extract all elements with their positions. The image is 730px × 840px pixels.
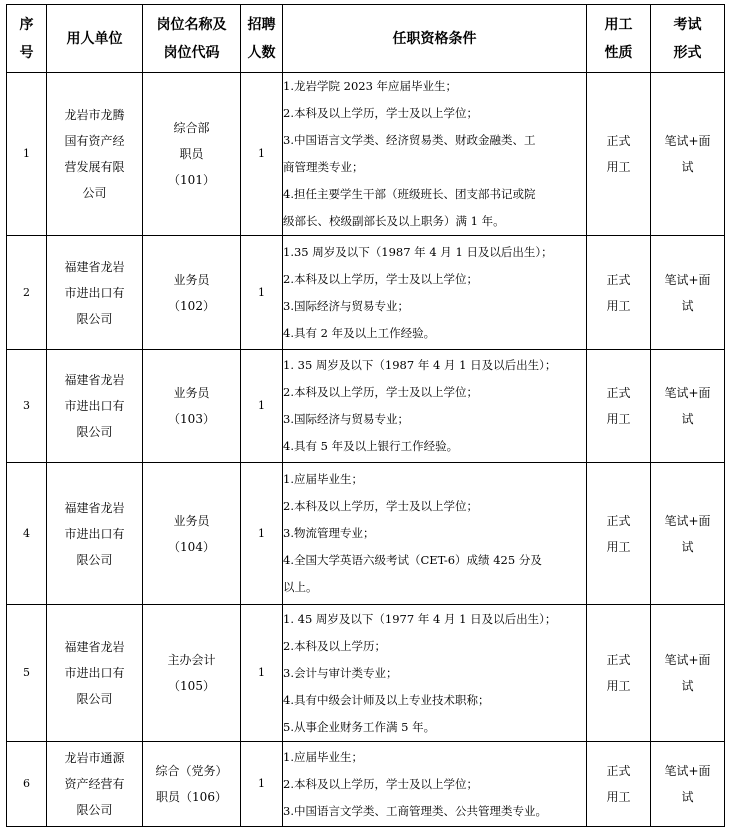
unit-cell (47, 236, 143, 350)
position-cell (143, 73, 241, 236)
unit-line: 市进出口有 (64, 399, 125, 413)
requirements-line: 级部长、校级副部长及以上职务）满 1 年。 (283, 214, 505, 228)
unit-cell (47, 605, 143, 742)
exam-line: 笔试+面 (664, 272, 711, 287)
unit-line: 市进出口有 (64, 526, 125, 541)
table-row (7, 605, 725, 742)
count-cell: 1 (241, 350, 283, 463)
seq-cell: 4 (7, 463, 47, 605)
requirements-line: 2.本科及以上学历，学士及以上学位； (283, 385, 478, 399)
requirements-cell (283, 742, 587, 827)
exam-line: 笔试+面 (664, 764, 711, 778)
requirements-line: 4.具有 2 年及以上工作经验。 (283, 325, 436, 340)
position-cell (143, 350, 241, 463)
requirements-line: 1.应届毕业生； (283, 472, 363, 486)
position-line: 业务员 (173, 386, 210, 400)
unit-line: 福建省龙岩 (64, 259, 125, 274)
header-position: 岗位名称及 岗位代码 (143, 5, 241, 73)
count-cell: 1 (241, 73, 283, 236)
requirements-line: 3.国际经济与贸易专业； (283, 412, 409, 426)
exam-line: 试 (681, 679, 694, 693)
unit-line: 福建省龙岩 (64, 640, 125, 654)
requirements-line: 3.中国语言文学类、经济贸易类、财政金融类、工 (283, 133, 536, 147)
nature-cell (587, 742, 651, 827)
seq-cell: 2 (7, 236, 47, 350)
exam-cell (651, 350, 725, 463)
unit-line: 福建省龙岩 (64, 373, 125, 387)
nature-cell (587, 73, 651, 236)
exam-cell (651, 605, 725, 742)
unit-cell (47, 73, 143, 236)
table-row (7, 463, 725, 605)
exam-line: 试 (681, 539, 694, 554)
nature-line: 正式 (606, 134, 631, 148)
unit-line: 限公司 (76, 311, 113, 326)
requirements-cell (283, 463, 587, 605)
nature-line: 用工 (606, 298, 631, 313)
header-seq: 序 号 (7, 5, 47, 73)
requirements-line: 3.物流管理专业； (283, 526, 375, 540)
nature-cell (587, 236, 651, 350)
position-line: 业务员 (173, 272, 210, 287)
position-line: 职员 (179, 147, 204, 161)
header-exam: 考试 形式 (651, 5, 725, 73)
unit-line: 限公司 (76, 425, 113, 439)
unit-line: 龙岩市通源 (64, 751, 125, 765)
count-cell: 1 (241, 463, 283, 605)
requirements-line: 4.全国大学英语六级考试（CET-6）成绩 425 分及 (283, 553, 542, 567)
nature-line: 用工 (606, 679, 631, 693)
requirements-line: 4.具有 5 年及以上银行工作经验。 (283, 439, 459, 453)
position-cell (143, 463, 241, 605)
requirements-line: 3.中国语言文学类、工商管理类、公共管理类专业。 (283, 803, 547, 818)
position-cell (143, 605, 241, 742)
header-row (7, 5, 725, 73)
count-cell: 1 (241, 605, 283, 742)
unit-cell (47, 350, 143, 463)
position-line: 主办会计 (167, 653, 216, 667)
count-cell: 1 (241, 236, 283, 350)
requirements-cell (283, 350, 587, 463)
nature-cell (587, 350, 651, 463)
exam-line: 笔试+面 (664, 653, 711, 667)
unit-line: 公司 (82, 186, 107, 200)
count-cell: 1 (241, 742, 283, 827)
exam-line: 试 (681, 790, 694, 804)
position-line: 职员（106） (156, 790, 227, 804)
header-nature: 用工 性质 (587, 5, 651, 73)
requirements-cell (283, 605, 587, 742)
exam-cell (651, 73, 725, 236)
seq-cell: 1 (7, 73, 47, 236)
table-row (7, 350, 725, 463)
position-line: 业务员 (173, 513, 210, 528)
position-line: （102） (168, 298, 215, 313)
unit-line: 龙岩市龙腾 (64, 108, 125, 122)
nature-cell (587, 463, 651, 605)
requirements-line: 2.本科及以上学历，学士及以上学位； (283, 499, 478, 513)
header-unit: 用人单位 (47, 5, 143, 73)
header-requirements: 任职资格条件 (283, 5, 587, 73)
requirements-line: 2.本科及以上学历，学士及以上学位； (283, 106, 478, 120)
requirements-line: 4.具有中级会计师及以上专业技术职称； (283, 692, 490, 707)
nature-line: 用工 (606, 790, 631, 804)
requirements-line: 1. 35 周岁及以下（1987 年 4 月 1 日及以后出生）； (283, 358, 557, 372)
exam-line: 笔试+面 (664, 386, 711, 400)
position-line: 综合部 (173, 121, 210, 135)
seq-cell: 5 (7, 605, 47, 742)
recruitment-table (6, 4, 725, 827)
unit-line: 资产经营有 (64, 777, 125, 791)
nature-line: 正式 (606, 272, 631, 287)
position-line: （105） (168, 679, 215, 693)
position-line: （103） (168, 412, 215, 426)
exam-cell (651, 236, 725, 350)
exam-line: 笔试+面 (664, 134, 711, 148)
position-cell (143, 236, 241, 350)
requirements-cell (283, 236, 587, 350)
exam-cell (651, 463, 725, 605)
unit-line: 市进出口有 (64, 285, 125, 300)
unit-line: 限公司 (76, 803, 113, 817)
requirements-line: 商管理类专业； (283, 160, 364, 174)
exam-line: 试 (681, 298, 694, 313)
nature-line: 用工 (606, 539, 631, 554)
position-line: （101） (168, 173, 215, 187)
unit-line: 限公司 (76, 692, 113, 706)
unit-line: 福建省龙岩 (64, 500, 125, 515)
nature-line: 正式 (606, 513, 631, 528)
requirements-line: 3.国际经济与贸易专业； (283, 298, 409, 313)
requirements-line: 5.从事企业财务工作满 5 年。 (283, 719, 436, 734)
unit-line: 市进出口有 (64, 666, 125, 680)
position-line: （104） (168, 539, 215, 554)
requirements-line: 以上。 (283, 580, 318, 594)
requirements-line: 2.本科及以上学历，学士及以上学位； (283, 271, 478, 286)
table-row (7, 236, 725, 350)
unit-line: 营发展有限 (64, 160, 125, 174)
requirements-line: 1. 45 周岁及以下（1977 年 4 月 1 日及以后出生）； (283, 611, 557, 626)
requirements-line: 1.应届毕业生； (283, 749, 363, 764)
nature-line: 用工 (606, 412, 631, 426)
requirements-line: 4.担任主要学生干部（班级班长、团支部书记或院 (283, 187, 536, 201)
position-cell (143, 742, 241, 827)
nature-line: 正式 (606, 386, 631, 400)
nature-line: 用工 (606, 160, 631, 174)
requirements-line: 2.本科及以上学历，学士及以上学位； (283, 776, 478, 791)
exam-line: 笔试+面 (664, 513, 711, 528)
requirements-cell (283, 73, 587, 236)
unit-line: 国有资产经 (64, 134, 125, 148)
nature-line: 正式 (606, 764, 631, 778)
unit-cell (47, 463, 143, 605)
unit-cell (47, 742, 143, 827)
exam-line: 试 (681, 412, 694, 426)
seq-cell: 6 (7, 742, 47, 827)
requirements-line: 3.会计与审计类专业； (283, 665, 398, 680)
position-line: 综合（党务） (155, 764, 228, 778)
exam-line: 试 (681, 160, 694, 174)
header-count: 招聘 人数 (241, 5, 283, 73)
nature-line: 正式 (606, 653, 631, 667)
nature-cell (587, 605, 651, 742)
exam-cell (651, 742, 725, 827)
table-row (7, 742, 725, 827)
requirements-line: 2.本科及以上学历； (283, 638, 386, 653)
unit-line: 限公司 (76, 552, 113, 567)
requirements-line: 1.龙岩学院 2023 年应届毕业生； (283, 79, 458, 93)
table-row (7, 73, 725, 236)
seq-cell: 3 (7, 350, 47, 463)
requirements-line: 1.35 周岁及以下（1987 年 4 月 1 日及以后出生）； (283, 244, 553, 259)
